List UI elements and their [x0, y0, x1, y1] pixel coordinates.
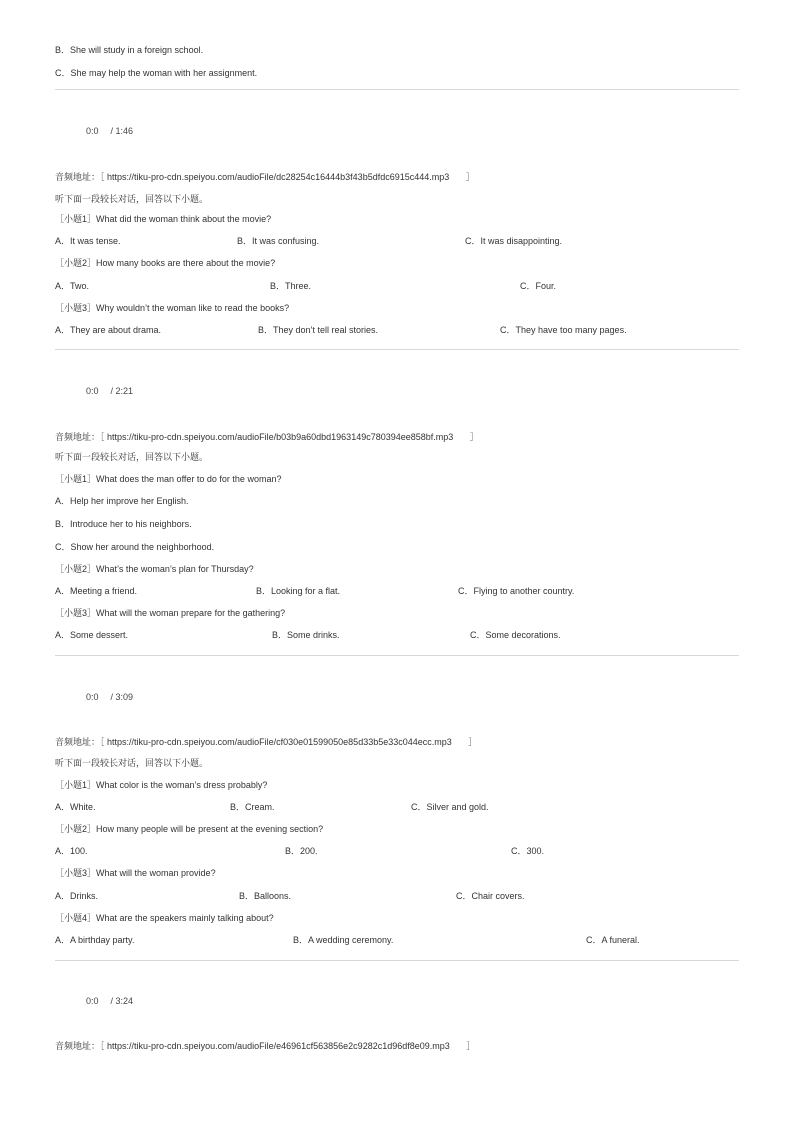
audio-address-close: ］	[468, 737, 478, 747]
audio-url-link[interactable]: https://tiku-pro-cdn.speiyou.com/audioFile/dc28254c16444b3f43b5dfdc6915c444.mp3	[107, 172, 450, 182]
option-b: B．They don’t tell real stories.	[258, 325, 379, 335]
audio-url-link[interactable]: https://tiku-pro-cdn.speiyou.com/audioFile/e46961cf563856e2c9282c1d96df8e09.mp3	[107, 1041, 450, 1051]
audio-total-time: / 3:24	[110, 996, 134, 1006]
divider	[55, 89, 739, 90]
option-c: C．It was disappointing.	[465, 236, 563, 246]
question-text: What color is the woman’s dress probably?	[96, 780, 268, 790]
option-b: B．Balloons.	[239, 891, 292, 901]
option-c: C．Four.	[520, 281, 557, 291]
divider	[55, 349, 739, 350]
audio-address	[55, 735, 477, 748]
section-intro: 听下面一段较长对话，回答以下小题。	[55, 452, 209, 462]
question-prefix: ［小题3］	[55, 608, 97, 618]
audio-total-time: / 2:21	[110, 386, 134, 396]
option-a: A．Meeting a friend.	[55, 586, 138, 596]
question-1	[55, 472, 281, 485]
option-a: A．White.	[55, 802, 96, 812]
option-a: A．They are about drama.	[55, 325, 162, 335]
divider	[55, 655, 739, 656]
audio-address-label: 音频地址：［	[55, 172, 105, 182]
question-1	[55, 778, 267, 791]
question-prefix: ［小题2］	[55, 258, 97, 268]
question-text: What did the woman think about the movie?	[96, 214, 272, 224]
question-text: What will the woman prepare for the gathering?	[96, 608, 286, 618]
audio-player[interactable]	[86, 386, 133, 396]
option-c: C．300.	[511, 846, 545, 856]
section-intro: 听下面一段较长对话，回答以下小题。	[55, 194, 209, 204]
question-text: How many people will be present at the evening section?	[96, 824, 324, 834]
option-c: C．A funeral.	[586, 935, 640, 945]
section-intro: 听下面一段较长对话，回答以下小题。	[55, 758, 209, 768]
question-3	[55, 301, 289, 314]
question-2	[55, 822, 323, 835]
audio-current-time: 0:0	[86, 126, 99, 136]
question-text: What will the woman provide?	[96, 868, 216, 878]
question-2	[55, 562, 254, 575]
question-2	[55, 256, 275, 269]
audio-player[interactable]	[86, 126, 133, 136]
divider	[55, 960, 739, 961]
audio-url-link[interactable]: https://tiku-pro-cdn.speiyou.com/audioFile/cf030e01599050e85d33b5e33c044ecc.mp3	[107, 737, 452, 747]
option-a: A．It was tense.	[55, 236, 121, 246]
option-b: B．200.	[285, 846, 318, 856]
question-3	[55, 606, 285, 619]
option-c: C．Show her around the neighborhood.	[55, 542, 215, 552]
option-a: A．Drinks.	[55, 891, 99, 901]
question-4	[55, 911, 274, 924]
audio-address-label: 音频地址：［	[55, 432, 105, 442]
audio-total-time: / 3:09	[110, 692, 134, 702]
audio-address-close: ］	[466, 1041, 476, 1051]
question-prefix: ［小题3］	[55, 868, 97, 878]
question-text: Why wouldn’t the woman like to read the books?	[96, 303, 290, 313]
question-prefix: ［小题4］	[55, 913, 97, 923]
question-text: What are the speakers mainly talking about?	[96, 913, 274, 923]
audio-player[interactable]	[86, 996, 133, 1006]
option-b: B．A wedding ceremony.	[293, 935, 394, 945]
question-text: What’s the woman’s plan for Thursday?	[96, 564, 254, 574]
option-c: C．Chair covers.	[456, 891, 525, 901]
question-prefix: ［小题1］	[55, 214, 97, 224]
question-prefix: ［小题2］	[55, 824, 97, 834]
audio-address	[55, 1039, 475, 1052]
question-text: How many books are there about the movie?	[96, 258, 276, 268]
audio-current-time: 0:0	[86, 692, 99, 702]
question-text: What does the man offer to do for the woman?	[96, 474, 282, 484]
audio-address-label: 音频地址：［	[55, 737, 105, 747]
audio-address	[55, 170, 475, 183]
audio-total-time: / 1:46	[110, 126, 134, 136]
question-prefix: ［小题3］	[55, 303, 97, 313]
option-a: A．A birthday party.	[55, 935, 135, 945]
question-prefix: ［小题1］	[55, 474, 97, 484]
question-3	[55, 866, 216, 879]
audio-address	[55, 430, 479, 443]
option-c: C．She may help the woman with her assignment.	[55, 68, 258, 78]
option-b: B．It was confusing.	[237, 236, 320, 246]
option-a: A．100.	[55, 846, 88, 856]
audio-current-time: 0:0	[86, 996, 99, 1006]
audio-address-close: ］	[469, 432, 479, 442]
option-a: A．Help her improve her English.	[55, 496, 189, 506]
option-b: B．Three.	[270, 281, 312, 291]
question-prefix: ［小题1］	[55, 780, 97, 790]
option-c: C．Some decorations.	[470, 630, 561, 640]
option-b: B．Some drinks.	[272, 630, 340, 640]
option-a: A．Some dessert.	[55, 630, 129, 640]
question-prefix: ［小题2］	[55, 564, 97, 574]
audio-player[interactable]	[86, 692, 133, 702]
question-1	[55, 212, 271, 225]
option-b: B．She will study in a foreign school.	[55, 45, 204, 55]
audio-address-label: 音频地址：［	[55, 1041, 105, 1051]
option-c: C．Flying to another country.	[458, 586, 575, 596]
audio-address-close: ］	[465, 172, 475, 182]
option-c: C．They have too many pages.	[500, 325, 627, 335]
option-a: A．Two.	[55, 281, 90, 291]
audio-current-time: 0:0	[86, 386, 99, 396]
option-b: B．Looking for a flat.	[256, 586, 341, 596]
option-b: B．Cream.	[230, 802, 275, 812]
option-c: C．Silver and gold.	[411, 802, 489, 812]
audio-url-link[interactable]: https://tiku-pro-cdn.speiyou.com/audioFile/b03b9a60dbd1963149c780394ee858bf.mp3	[107, 432, 454, 442]
option-b: B．Introduce her to his neighbors.	[55, 519, 192, 529]
